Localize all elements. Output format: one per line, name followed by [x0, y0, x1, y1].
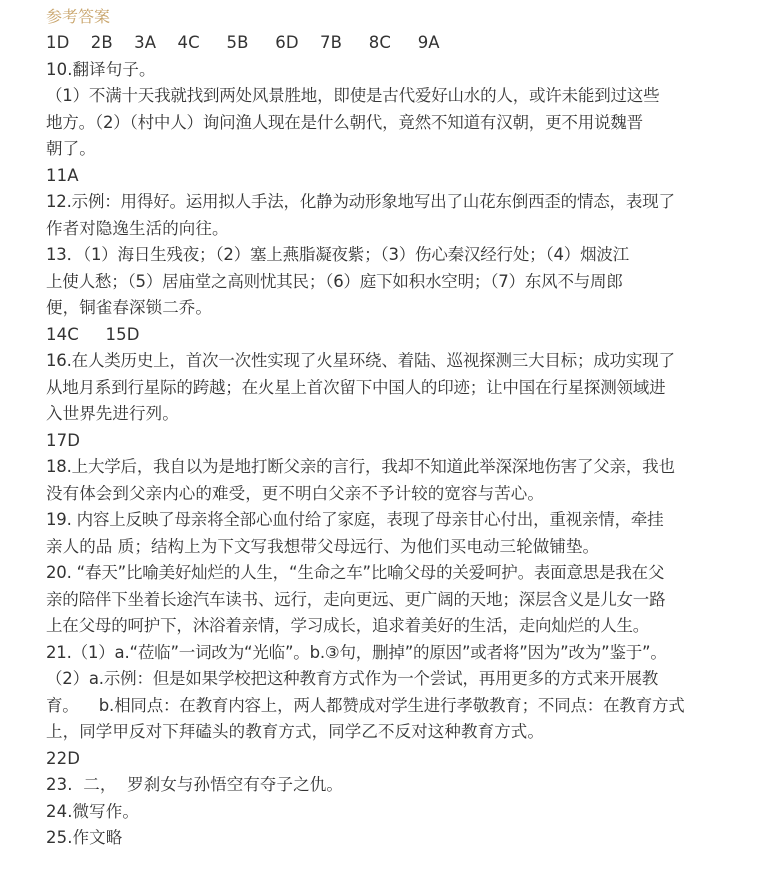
answer-13-line-1: 13．（1）海日生残夜；（2）塞上燕脂凝夜紫；（3）伤心秦汉经行处；（4）烟波江	[46, 245, 629, 264]
answer-12-line-1: 12.示例：用得好。运用拟人手法，化静为动形象地写出了山花东倒西歪的情态，表现了	[46, 192, 675, 211]
answers-1-9: 1D 2B 3A 4C 5B 6D 7B 8C 9A	[46, 33, 440, 52]
answer-21-line-1: 21.（1）a.“莅临”一词改为“光临”。b.③句，删掉”的原因”或者将”因为”改为”鉴于”。	[46, 642, 667, 662]
answer-25: 25.作文略	[46, 828, 123, 847]
answer-19-line-2: 亲人的品 质；结构上为下文写我想带父母远行、为他们买电动三轮做铺垫。	[46, 536, 600, 556]
answer-13-line-3: 便，铜雀春深锁二乔。	[46, 298, 212, 317]
answer-13-line-2: 上使人愁；（5）居庙堂之高则忧其民；（6）庭下如积水空明；（7）东风不与周郎	[46, 271, 623, 291]
answer-20-line-1: 20. “春天”比喻美好灿烂的人生，“生命之车”比喻父母的关爱呵护。表面意思是我在父	[46, 563, 665, 582]
answer-key-document	[46, 4, 736, 852]
answer-24: 24.微写作。	[46, 801, 139, 821]
answer-10-line-2: 地方。（2）（村中人）询问渔人现在是什么朝代，竟然不知道有汉朝，更不用说魏晋	[46, 112, 643, 132]
answer-18-line-1: 18.上大学后，我自以为是地打断父亲的言行，我却不知道此举深深地伤害了父亲，我也	[46, 457, 675, 476]
answer-22: 22D	[46, 748, 81, 768]
answer-20-line-3: 上在父母的呵护下，沐浴着亲情，学习成长，追求着美好的生活，走向灿烂的人生。	[46, 616, 650, 635]
answer-19-line-1: 19. 内容上反映了母亲将全部心血付给了家庭，表现了母亲甘心付出，重视亲情，牵挂	[46, 510, 664, 529]
answer-21-line-2: （2）a.示例：但是如果学校把这种教育方式作为一个尝试，再用更多的方式来开展教	[46, 669, 659, 688]
answer-21-line-3: 育。 b.相同点：在教育内容上，两人都赞成对学生进行孝敬教育；不同点：在教育方式	[46, 695, 685, 715]
answer-10-line-3: 朝了。	[46, 139, 96, 158]
answer-11: 11A	[46, 165, 79, 185]
answer-16-line-3: 入世界先进行列。	[46, 404, 179, 423]
answer-16-line-1: 16.在人类历史上，首次一次性实现了火星环绕、着陆、巡视探测三大目标；成功实现了	[46, 351, 675, 370]
answer-23: 23. 二， 罗刹女与孙悟空有夺子之仇。	[46, 775, 343, 794]
answer-21-line-4: 上，同学甲反对下拜磕头的教育方式，同学乙不反对这种教育方式。	[46, 722, 544, 741]
answer-key-heading: 参考答案	[46, 7, 111, 26]
answer-12-line-2: 作者对隐逸生活的向往。	[46, 218, 229, 238]
answer-16-line-2: 从地月系到行星际的跨越；在火星上首次留下中国人的印迹；让中国在行星探测领域进	[46, 377, 666, 397]
answer-20-line-2: 亲的陪伴下坐着长途汽车读书、远行，走向更远、更广阔的天地；深层含义是儿女一路	[46, 589, 666, 609]
answer-10-title: 10.翻译句子。	[46, 59, 156, 79]
answer-10-line-1: （1）不满十天我就找到两处风景胜地，即使是古代爱好山水的人，或许未能到过这些	[46, 86, 660, 105]
answers-14-15: 14C 15D	[46, 324, 140, 344]
answer-18-line-2: 没有体会到父亲内心的难受，更不明白父亲不予计较的宽容与苦心。	[46, 483, 544, 503]
answer-17: 17D	[46, 430, 81, 450]
